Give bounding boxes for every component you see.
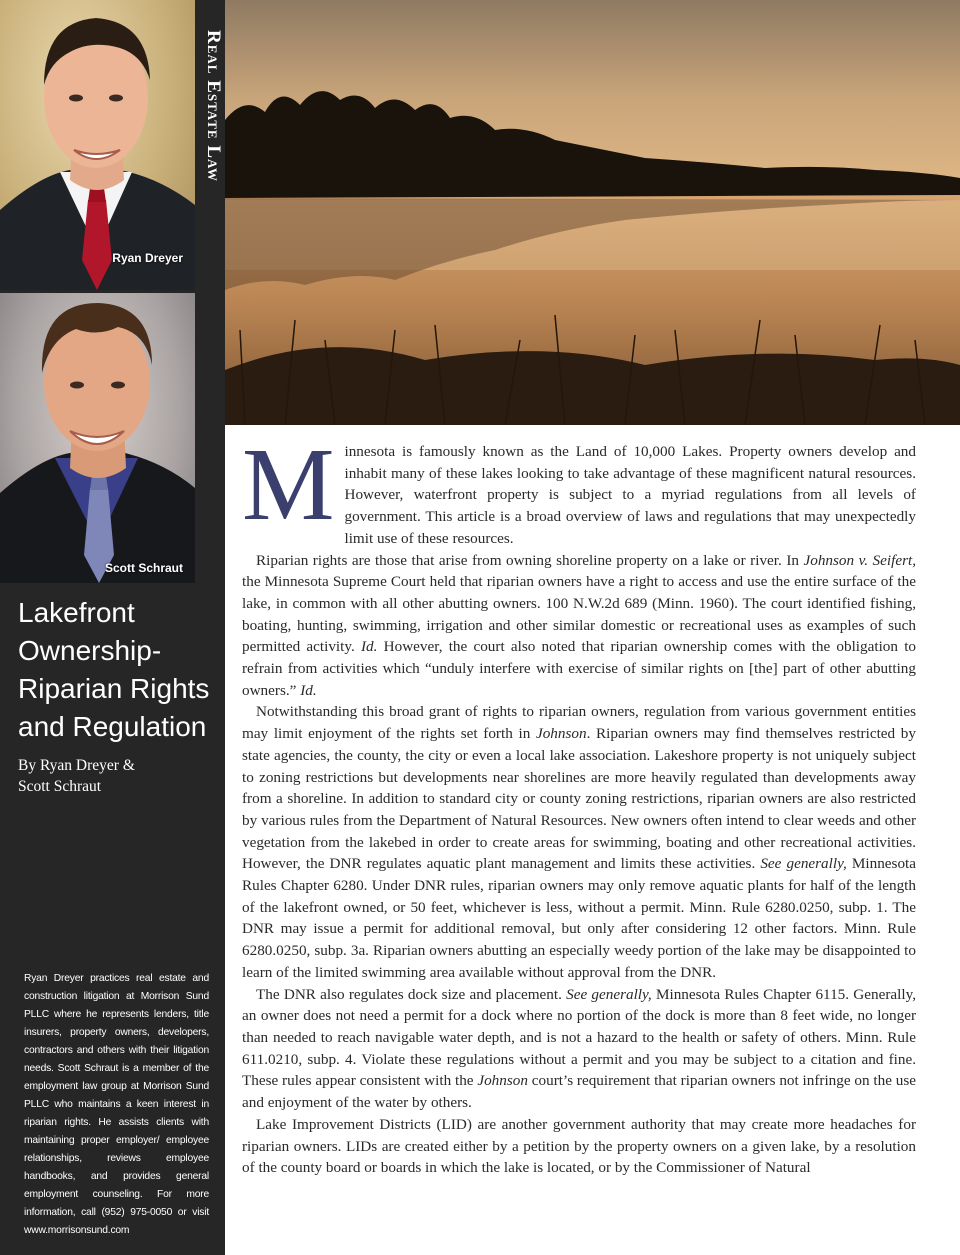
citation-signal: See generally, <box>760 855 847 873</box>
lake-illustration <box>225 0 960 425</box>
byline <box>18 755 218 797</box>
citation-signal: See generally, <box>566 985 652 1003</box>
section-tag: Real Estate Law <box>203 30 224 182</box>
byline-line: Scott Schraut <box>18 778 102 795</box>
title-line: and Regulation <box>18 711 207 742</box>
author-photo-ryan-dreyer <box>0 0 195 290</box>
article-title <box>18 594 218 746</box>
case-citation: Johnson <box>477 1072 528 1090</box>
article-paragraph: Lake Improvement Districts (LID) are another government authority that may create more headaches for riparian owners. LIDs are created either by a petition by the property owners on a given lake, by a resolution of the county board or boards in which the lake is located, or by the Commissioner of Natural <box>242 1115 916 1177</box>
article-paragraph: The DNR also regulates dock size and placement. See generally, Minnesota Rules Chapter 6115. Generally, an owner does not need a permit for a dock where no portion of the dock is more than 8 feet wide, no longer than needed to reach navigable water depth, and is not a hazard to the health or safety of others. Minn. Rule 611.0210, subp. 4. Violate these regulations without a permit and you may be subject to a citation and fine. These rules appear consistent with the Johnson court’s requirement that riparian owners not infringe on the use and enjoyment of the water by others. <box>242 985 916 1112</box>
drop-cap: M <box>242 441 335 542</box>
article-body <box>242 441 916 1251</box>
author-caption: Ryan Dreyer <box>112 251 183 265</box>
portrait-illustration <box>0 0 195 290</box>
case-citation: Id. <box>360 638 378 656</box>
author-caption: Scott Schraut <box>104 561 183 575</box>
byline-line: By Ryan Dreyer & <box>18 757 135 774</box>
case-citation: Johnson <box>535 725 587 743</box>
case-citation: Id. <box>300 681 317 699</box>
author-photo-scott-schraut <box>0 293 195 583</box>
lake-sunrise-photo <box>225 0 960 425</box>
title-line: Ownership- <box>18 635 162 666</box>
article-paragraph: Notwithstanding this broad grant of rights to riparian owners, regulation from various government entities may limit enjoyment of the rights set forth in Johnson. Riparian owners may find themselves restricted by state agencies, the county, the city or even a local lake association. Lakeshore property is not uniquely subject to zoning restrictions but developments near shorelines are more heavily regulated than developments away from a shoreline. In addition to standard city or county zoning restrictions, riparian owners are also restricted by various rules from the Department of Natural Resources. New owners often intend to clear weeds and other vegetation from the lakebed in order to create areas for swimming, boating and other recreational activities. However, the DNR regulates aquatic plant management and limits these activities. See generally, Minnesota Rules Chapter 6280. Under DNR rules, riparian owners may only remove aquatic plants for half of the length of the lakefront owned, or 50 feet, whichever is less, without a permit. Minn. Rule 6280.0250, subp. 1. The DNR may issue a permit for additional removal, but only after considering 12 other factors. Minn. Rule 6280.0250, subp. 3a. Riparian owners abutting an especially weedy portion of the lake may be disappointed to learn of the limited swimming area available without approval from the DNR. <box>242 703 916 981</box>
article-paragraph: Minnesota is famously known as the Land of 10,000 Lakes. Property owners develop and inhabit many of these lakes looking to take advantage of these magnificent natural resources. However, waterfront property is subject to a myriad regulations from all levels of government. This article is a broad overview of laws and regulations that may unexpectedly limit use of these resources. <box>242 441 916 547</box>
case-citation: Johnson v. Seifert, <box>803 551 916 569</box>
author-sidebar <box>0 0 225 1255</box>
title-line: Lakefront <box>18 597 135 628</box>
title-line: Riparian Rights <box>18 673 210 704</box>
author-bio: Ryan Dreyer practices real estate and construction litigation at Morrison Sund PLLC where he represents lenders, title insurers, property owners, developers, contractors and others with their litigation needs. Scott Schraut is a member of the employment law group at Morrison Sund PLLC who maintains a keen interest in riparian rights. He assists clients with maintaining proper employer/ employee relationships, reviews employee handbooks, and provides general employment counseling. For more information, call (952) 975-0050 or visit www.morrisonsund.com <box>24 973 209 1236</box>
portrait-illustration <box>0 293 195 583</box>
article-paragraph: Riparian rights are those that arise from owning shoreline property on a lake or river. In Johnson v. Seifert, the Minnesota Supreme Court held that riparian owners have a right to access and use the entire surface of the lake, in common with all other abutting owners. 100 N.W.2d 689 (Minn. 1960). The court identified fishing, boating, hunting, swimming, irrigation and other similar domestic or recreational uses as examples of such permitted activity. Id. However, the court also noted that riparian ownership comes with the obligation to refrain from activities which “unduly interfere with exercise of similar rights on [the] part of other abutting owners.” Id. <box>242 551 916 699</box>
